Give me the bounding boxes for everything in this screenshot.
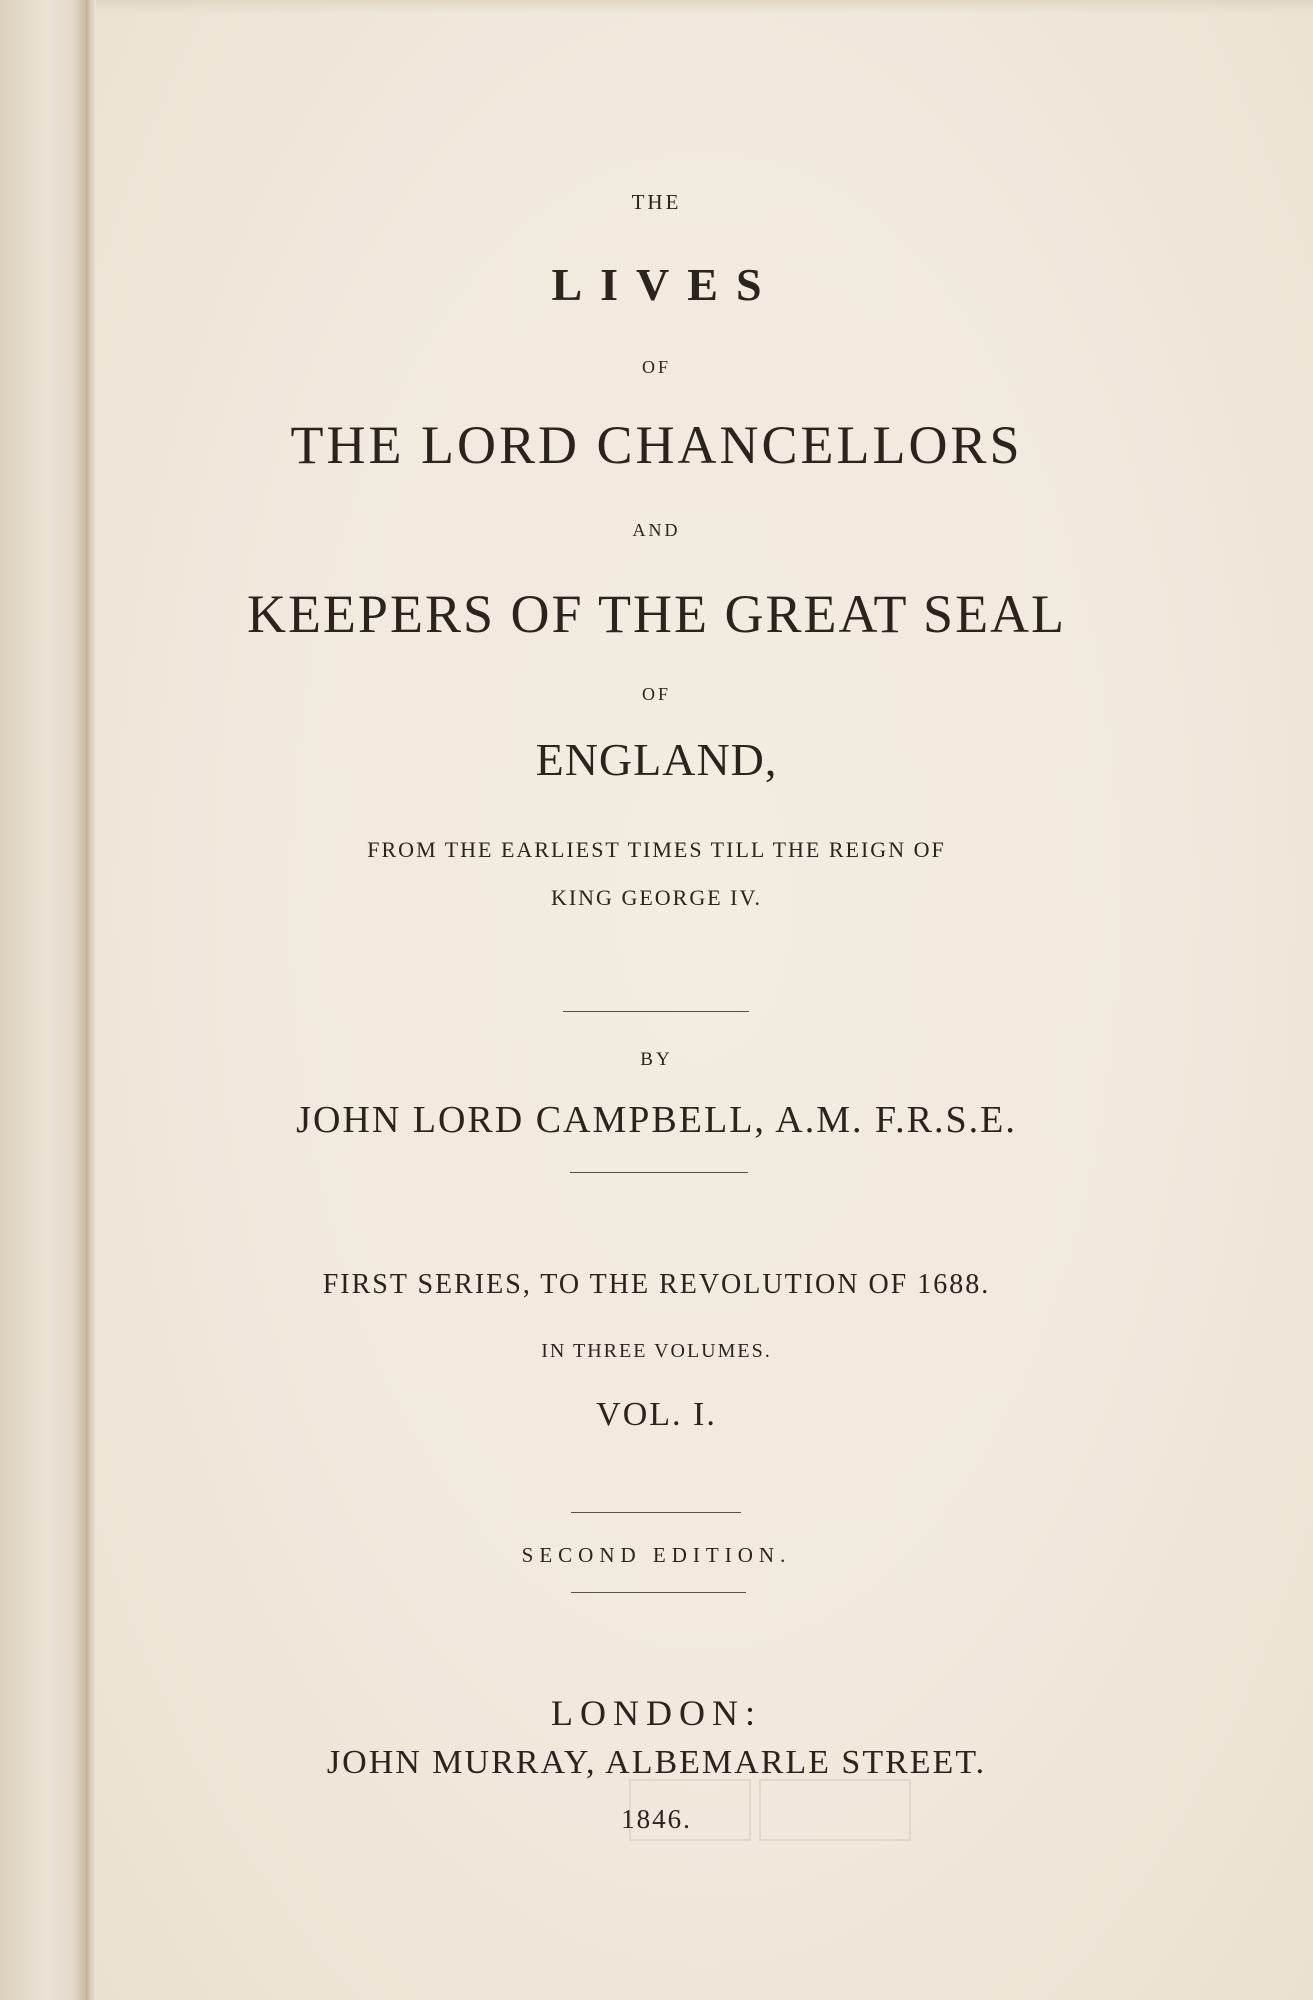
series-line: FIRST SERIES, TO THE REVOLUTION OF 1688. — [322, 1269, 991, 1300]
author-name: JOHN LORD CAMPBELL, A.M. F.R.S.E. — [296, 1099, 1017, 1141]
title-of-2: OF — [641, 684, 671, 704]
subtitle-from-line: FROM THE EARLIEST TIMES TILL THE REIGN OF — [367, 837, 946, 862]
title-and: AND — [632, 520, 681, 540]
divider-rule-1 — [563, 1011, 749, 1012]
page-top-edge — [96, 0, 1313, 14]
volume-number: VOL. I. — [596, 1396, 717, 1433]
imprint-city: LONDON: — [551, 1693, 762, 1733]
title-keepers: KEEPERS OF THE GREAT SEAL — [246, 584, 1067, 644]
volumes-line: IN THREE VOLUMES. — [541, 1340, 772, 1362]
title-of-1: OF — [641, 357, 671, 377]
subtitle-king-line: KING GEORGE IV. — [550, 885, 763, 910]
title-lord-chancellors: THE LORD CHANCELLORS — [290, 415, 1023, 475]
imprint-publisher: JOHN MURRAY, ALBEMARLE STREET. — [326, 1744, 987, 1781]
title-england: ENGLAND, — [535, 734, 778, 785]
edition-line: SECOND EDITION. — [521, 1543, 792, 1567]
divider-rule-2 — [570, 1172, 748, 1173]
byline-by: BY — [640, 1049, 673, 1070]
divider-rule-3 — [571, 1512, 741, 1513]
divider-rule-4 — [571, 1592, 746, 1593]
imprint-year: 1846. — [621, 1804, 692, 1834]
title-lives: LIVES — [551, 259, 780, 310]
title-the: THE — [631, 190, 682, 214]
